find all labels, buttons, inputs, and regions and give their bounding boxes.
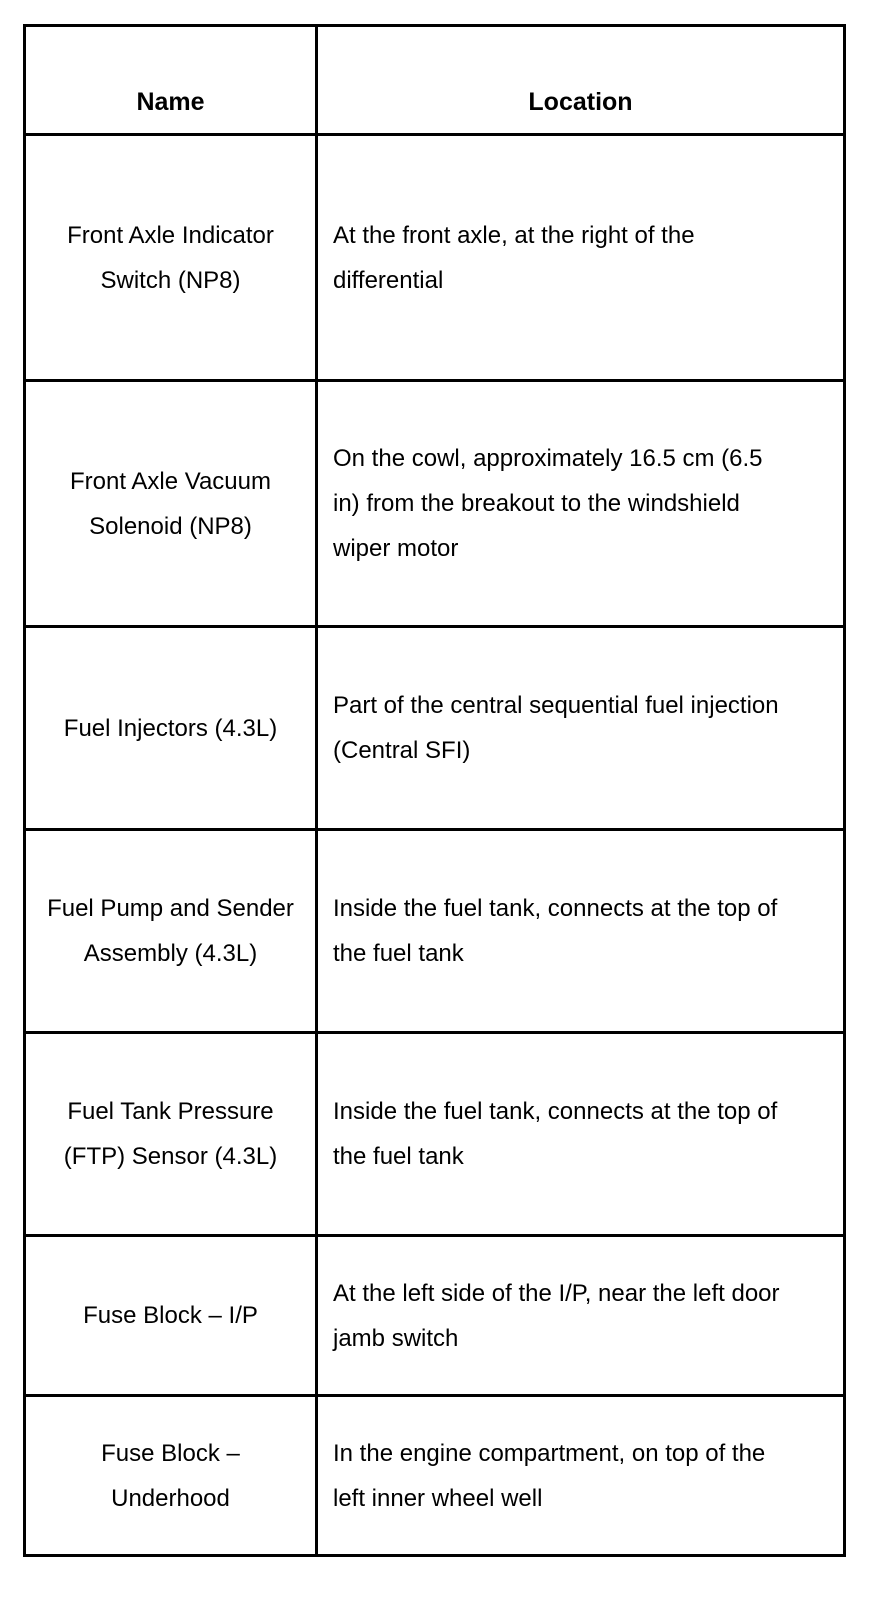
cell-name: Fuse Block – I/P	[25, 1236, 317, 1396]
cell-name: Front Axle Indicator Switch (NP8)	[25, 135, 317, 381]
table-row	[25, 135, 845, 381]
cell-name: Front Axle Vacuum Solenoid (NP8)	[25, 381, 317, 627]
component-location-table-container	[23, 24, 843, 1557]
cell-location: On the cowl, approximately 16.5 cm (6.5 in) from the breakout to the windshield wiper motor	[317, 381, 845, 627]
cell-location: Inside the fuel tank, connects at the top of the fuel tank	[317, 1033, 845, 1236]
cell-name: Fuel Tank Pressure (FTP) Sensor (4.3L)	[25, 1033, 317, 1236]
table-row	[25, 830, 845, 1033]
column-header-name: Name	[25, 26, 317, 135]
cell-location: At the left side of the I/P, near the left door jamb switch	[317, 1236, 845, 1396]
table-row	[25, 1033, 845, 1236]
cell-name: Fuel Pump and Sender Assembly (4.3L)	[25, 830, 317, 1033]
cell-location: In the engine compartment, on top of the left inner wheel well	[317, 1396, 845, 1556]
cell-location: At the front axle, at the right of the differential	[317, 135, 845, 381]
cell-name: Fuse Block – Underhood	[25, 1396, 317, 1556]
cell-location: Part of the central sequential fuel injection (Central SFI)	[317, 627, 845, 830]
table-row	[25, 381, 845, 627]
component-location-table	[23, 24, 846, 1557]
cell-name: Fuel Injectors (4.3L)	[25, 627, 317, 830]
column-header-location: Location	[317, 26, 845, 135]
table-row	[25, 627, 845, 830]
table-row	[25, 1396, 845, 1556]
table-header-row	[25, 26, 845, 135]
cell-location: Inside the fuel tank, connects at the top of the fuel tank	[317, 830, 845, 1033]
table-row	[25, 1236, 845, 1396]
